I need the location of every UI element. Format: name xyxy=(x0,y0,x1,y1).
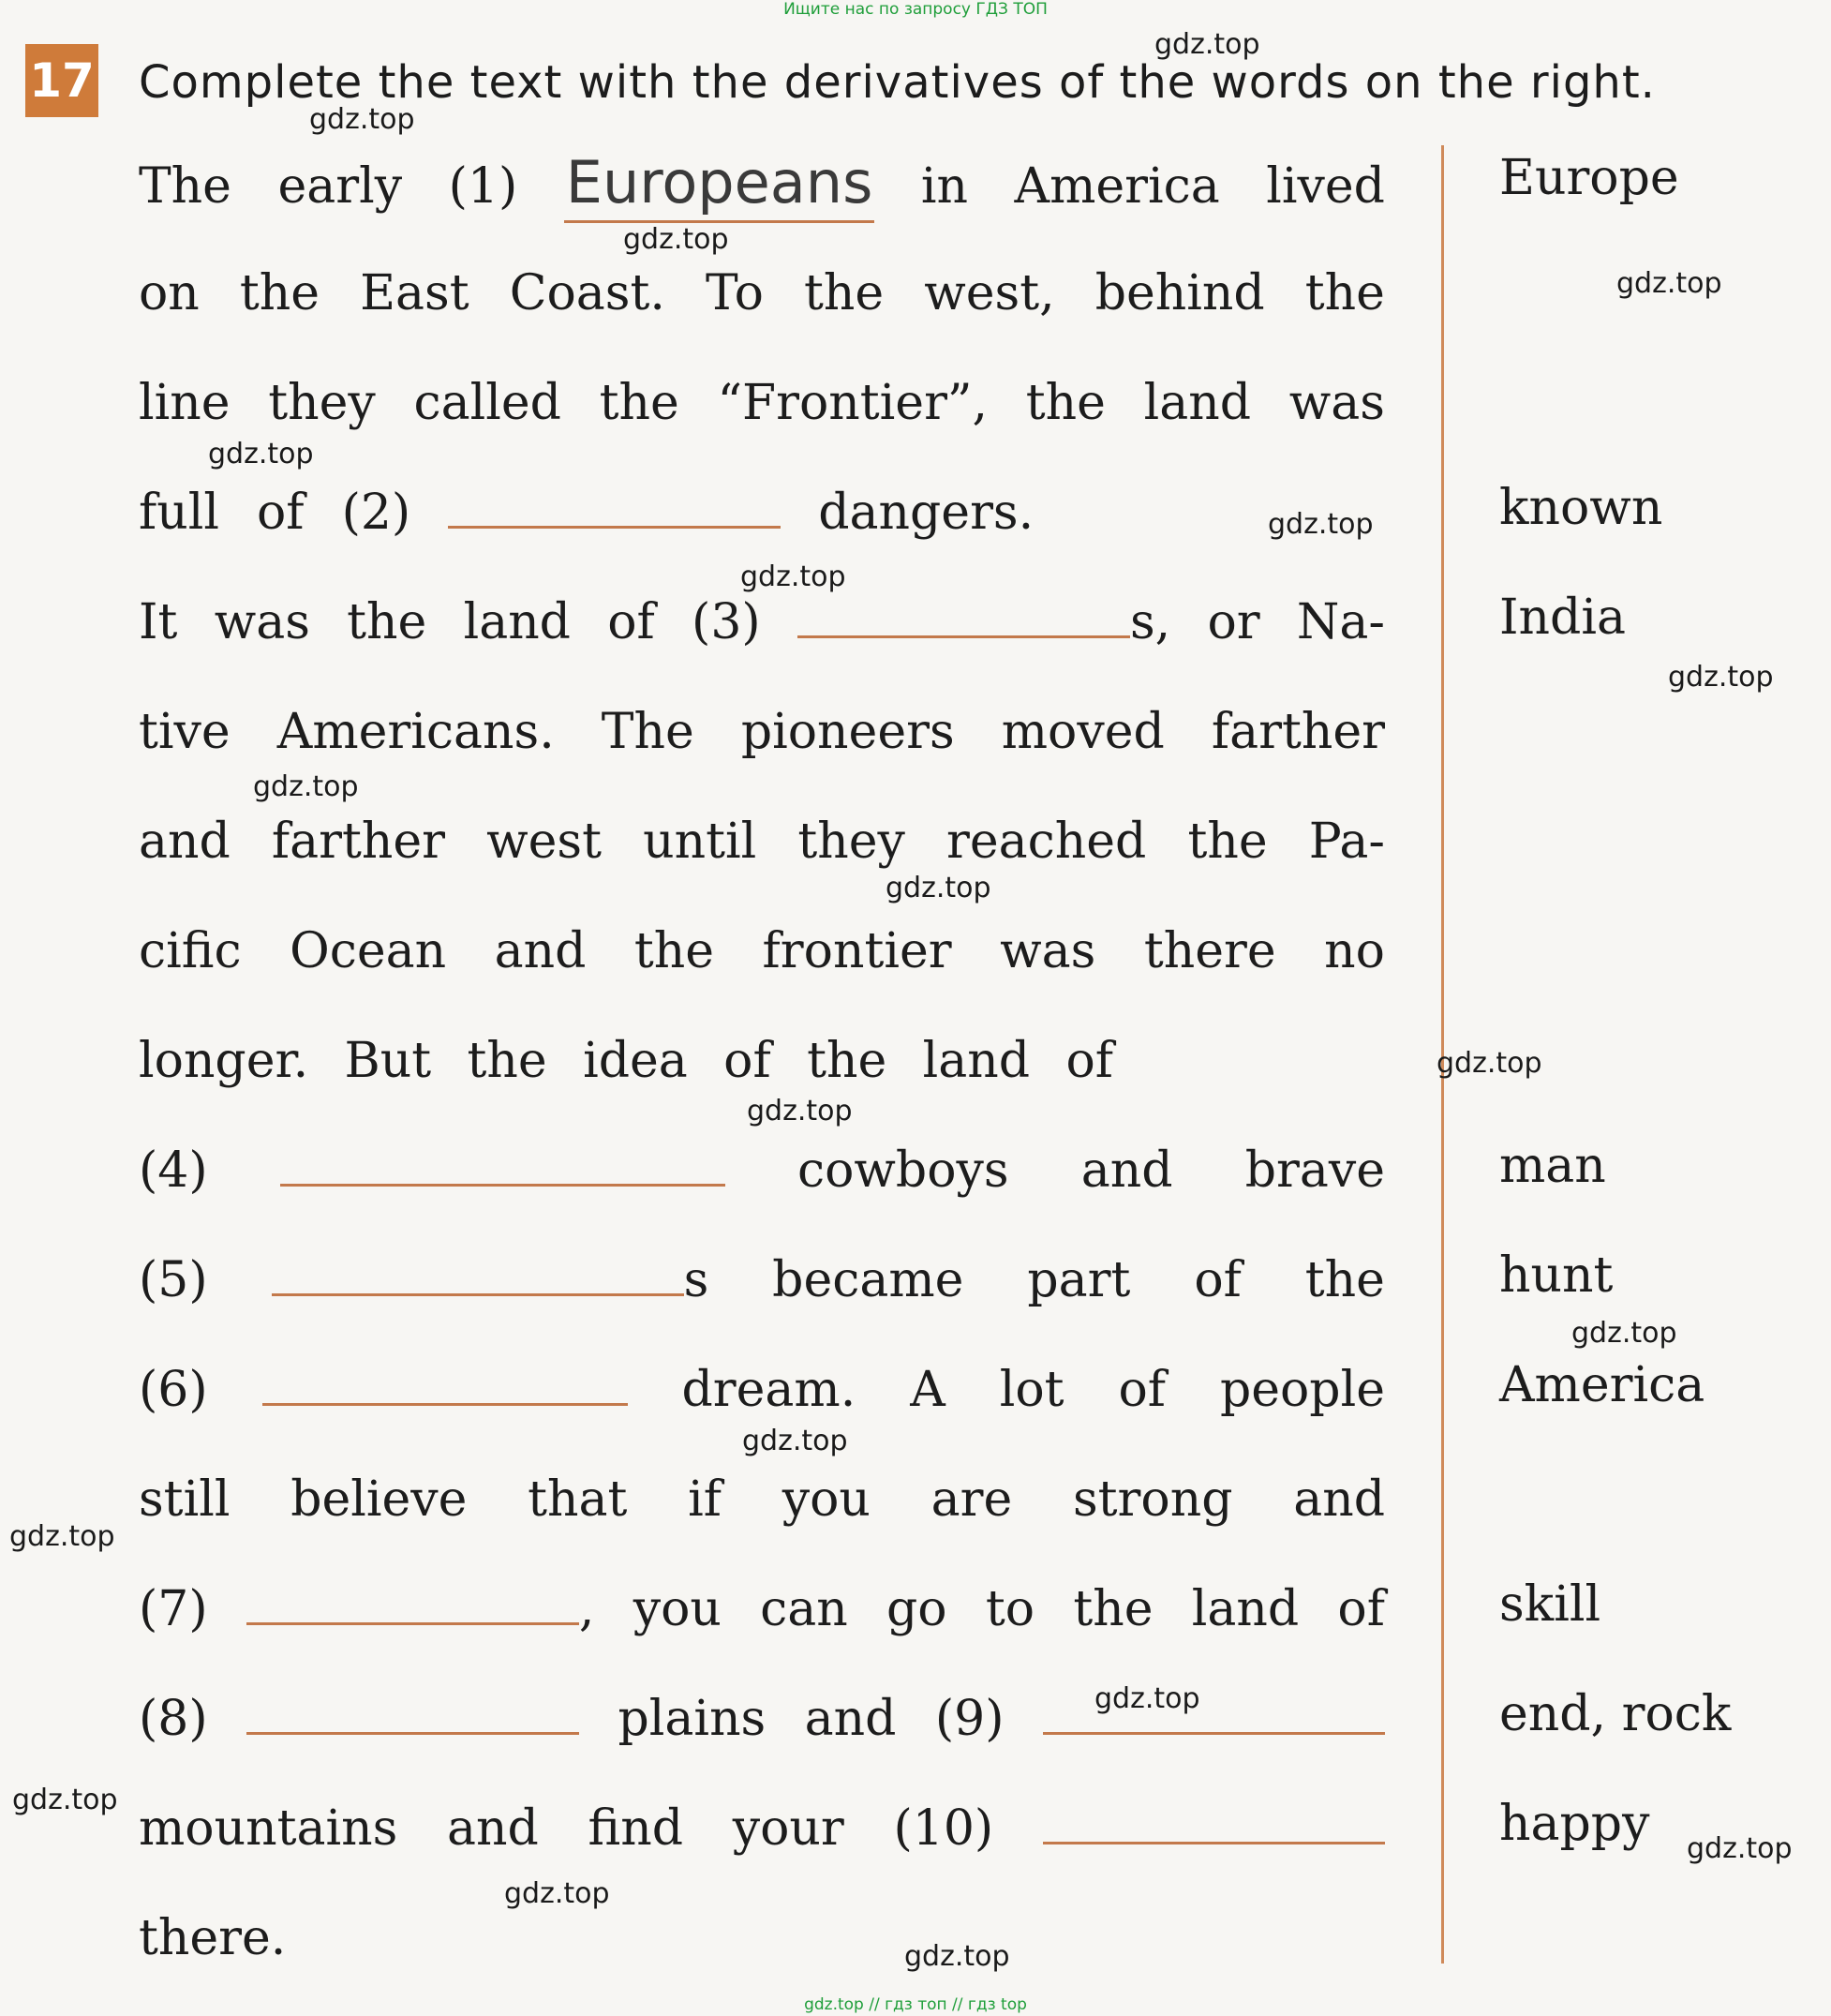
watermark: gdz.top xyxy=(1571,1317,1677,1350)
text-line-13 xyxy=(139,1462,1385,1537)
word: the xyxy=(804,265,885,321)
word: But xyxy=(344,1033,432,1089)
word: until xyxy=(643,814,757,870)
watermark: gdz.top xyxy=(9,1520,115,1553)
text-line-5 xyxy=(139,585,1385,660)
text-line-7 xyxy=(139,804,1385,879)
word: west xyxy=(486,814,602,870)
word: you xyxy=(782,1471,871,1528)
word: of xyxy=(1337,1581,1385,1637)
answer-blank-10[interactable] xyxy=(1043,1795,1385,1844)
word: the xyxy=(633,923,715,979)
word: pioneers xyxy=(740,704,955,760)
answer-blank-8[interactable] xyxy=(246,1685,579,1735)
word: the xyxy=(807,1033,887,1089)
word: the xyxy=(1025,375,1106,431)
answer-blank-2[interactable] xyxy=(448,479,781,529)
hint-word-7: skill xyxy=(1499,1576,1601,1633)
word: can xyxy=(760,1581,848,1637)
word: the xyxy=(599,375,679,431)
word: the xyxy=(1304,265,1385,321)
word: was xyxy=(214,594,310,650)
text-line-10 xyxy=(139,1133,1385,1208)
text-line-4 xyxy=(139,475,1385,550)
word: find xyxy=(588,1800,683,1857)
answer-blank-7[interactable] xyxy=(246,1575,579,1625)
word: there. xyxy=(139,1910,287,1966)
word: was xyxy=(1000,923,1096,979)
word: of xyxy=(1118,1362,1167,1418)
word: the xyxy=(1187,814,1268,870)
word: and xyxy=(494,923,587,979)
word: frontier xyxy=(762,923,952,979)
watermark: gdz.top xyxy=(1094,1682,1200,1715)
word: The xyxy=(601,704,694,760)
text-line-17 xyxy=(139,1901,1385,1976)
word: behind xyxy=(1094,265,1265,321)
word: the xyxy=(1073,1581,1154,1637)
gap-number: (2) xyxy=(341,485,411,541)
watermark: gdz.top xyxy=(1668,661,1774,694)
watermark: gdz.top xyxy=(623,223,729,256)
word: or xyxy=(1207,594,1260,650)
gap-number: (10) xyxy=(893,1800,994,1857)
hint-word-9: happy xyxy=(1499,1796,1650,1852)
watermark: gdz.top xyxy=(1687,1832,1793,1865)
word: you xyxy=(633,1581,722,1637)
word: lived xyxy=(1266,158,1385,215)
text-line-12 xyxy=(139,1352,1385,1427)
hint-word-1: Europe xyxy=(1499,150,1679,206)
gap-number: (6) xyxy=(139,1362,208,1418)
word: called xyxy=(413,375,561,431)
word: west, xyxy=(924,265,1055,321)
word: was xyxy=(1288,375,1385,431)
word: of xyxy=(257,485,305,541)
word: there xyxy=(1143,923,1276,979)
word: the xyxy=(239,265,320,321)
watermark: gdz.top xyxy=(504,1877,610,1910)
word: land xyxy=(1191,1581,1300,1637)
word: of xyxy=(607,594,655,650)
word: they xyxy=(797,814,905,870)
word: idea xyxy=(583,1033,688,1089)
exercise-instruction: Complete the text with the derivatives of the words on the right. xyxy=(139,56,1656,109)
word: s, xyxy=(1129,594,1171,650)
hint-word-5: hunt xyxy=(1499,1247,1614,1304)
watermark: gdz.top xyxy=(1616,267,1722,300)
word: It xyxy=(139,594,178,650)
word: The xyxy=(139,158,231,215)
word: Coast. xyxy=(509,265,665,321)
word: lot xyxy=(999,1362,1064,1418)
word: Americans. xyxy=(276,704,555,760)
word: land xyxy=(1143,375,1252,431)
word: and xyxy=(447,1800,539,1857)
answer-blank-3[interactable] xyxy=(797,589,1130,638)
watermark: gdz.top xyxy=(747,1095,853,1127)
footer-note: gdz.top // гдз топ // гдз top xyxy=(804,1995,1027,2014)
word: tive xyxy=(139,704,231,760)
watermark: gdz.top xyxy=(1268,508,1374,541)
word: are xyxy=(930,1471,1013,1528)
text-line-6 xyxy=(139,694,1385,769)
word: mountains xyxy=(139,1800,398,1857)
watermark: gdz.top xyxy=(1154,28,1260,61)
word: the xyxy=(347,594,427,650)
word: full xyxy=(139,485,219,541)
word: Pa- xyxy=(1308,814,1385,870)
word: Ocean xyxy=(290,923,447,979)
word: longer. xyxy=(139,1033,309,1089)
word: and xyxy=(139,814,231,870)
answer-blank-4[interactable] xyxy=(280,1137,725,1187)
gap-number: (9) xyxy=(934,1691,1005,1747)
word: line xyxy=(139,375,231,431)
word: still xyxy=(139,1471,231,1528)
word: land xyxy=(922,1033,1031,1089)
gap-number: (4) xyxy=(139,1142,208,1199)
word: A xyxy=(910,1362,945,1418)
word: dangers. xyxy=(818,485,1035,541)
answer-1[interactable]: Europeans xyxy=(564,145,875,223)
word: your xyxy=(732,1800,844,1857)
text-line-11 xyxy=(139,1243,1385,1318)
watermark: gdz.top xyxy=(904,1940,1010,1973)
gap-number: (3) xyxy=(692,594,761,650)
answer-blank-5[interactable] xyxy=(272,1247,684,1296)
word: became xyxy=(772,1252,964,1308)
gap-number: (8) xyxy=(139,1691,208,1747)
word: East xyxy=(360,265,469,321)
answer-blank-6[interactable] xyxy=(262,1356,628,1406)
watermark: gdz.top xyxy=(208,438,314,470)
word: plains xyxy=(618,1691,767,1747)
text-line-9 xyxy=(139,1023,1113,1098)
header-note: Ищите нас по запросу ГДЗ ТОП xyxy=(783,0,1048,19)
word: of xyxy=(1194,1252,1242,1308)
word: people xyxy=(1219,1362,1385,1418)
watermark: gdz.top xyxy=(886,872,991,904)
word: if xyxy=(688,1471,722,1528)
word: and xyxy=(1080,1142,1173,1199)
word: and xyxy=(1293,1471,1385,1528)
word: the xyxy=(1304,1252,1385,1308)
word: in xyxy=(920,158,969,215)
word: they xyxy=(268,375,376,431)
word: Na- xyxy=(1296,594,1385,650)
text-line-1 xyxy=(139,145,1385,220)
word: s xyxy=(683,1252,709,1308)
text-line-14 xyxy=(139,1572,1385,1647)
word: strong xyxy=(1072,1471,1233,1528)
gap-number: (7) xyxy=(139,1581,208,1637)
word: go xyxy=(886,1581,947,1637)
word: the xyxy=(467,1033,547,1089)
word: , xyxy=(578,1581,595,1637)
word: farther xyxy=(1211,704,1385,760)
word: part xyxy=(1027,1252,1131,1308)
gap-number: (5) xyxy=(139,1252,208,1308)
word: that xyxy=(528,1471,628,1528)
text-line-8 xyxy=(139,914,1385,989)
gap-number: (1) xyxy=(448,158,518,215)
text-line-3 xyxy=(139,366,1385,441)
word: on xyxy=(139,265,200,321)
word: cific xyxy=(139,923,242,979)
word: dream. xyxy=(681,1362,856,1418)
word: land xyxy=(463,594,571,650)
hint-word-8: end, rock xyxy=(1499,1686,1732,1742)
word: brave xyxy=(1244,1142,1385,1199)
word: and xyxy=(804,1691,897,1747)
word: reached xyxy=(946,814,1147,870)
word: farther xyxy=(271,814,446,870)
watermark: gdz.top xyxy=(12,1784,118,1816)
word: “Frontier”, xyxy=(717,375,989,431)
word: moved xyxy=(1001,704,1165,760)
watermark: gdz.top xyxy=(742,1425,848,1457)
hint-word-4: man xyxy=(1499,1138,1606,1194)
word: believe xyxy=(290,1471,468,1528)
hint-word-3: India xyxy=(1499,590,1626,646)
text-line-2 xyxy=(139,256,1385,331)
hint-word-6: America xyxy=(1499,1357,1705,1413)
watermark: gdz.top xyxy=(740,560,846,593)
word: early xyxy=(277,158,403,215)
watermark: gdz.top xyxy=(253,770,359,803)
word: no xyxy=(1324,923,1385,979)
word: of xyxy=(723,1033,771,1089)
word: To xyxy=(705,265,764,321)
word: America xyxy=(1014,158,1220,215)
watermark: gdz.top xyxy=(1437,1047,1542,1080)
text-line-16 xyxy=(139,1791,1385,1866)
watermark: gdz.top xyxy=(309,103,415,136)
exercise-number: 17 xyxy=(25,44,98,117)
word: cowboys xyxy=(796,1142,1009,1199)
hint-word-2: known xyxy=(1499,480,1663,536)
word: to xyxy=(985,1581,1035,1637)
word: of xyxy=(1065,1033,1113,1089)
